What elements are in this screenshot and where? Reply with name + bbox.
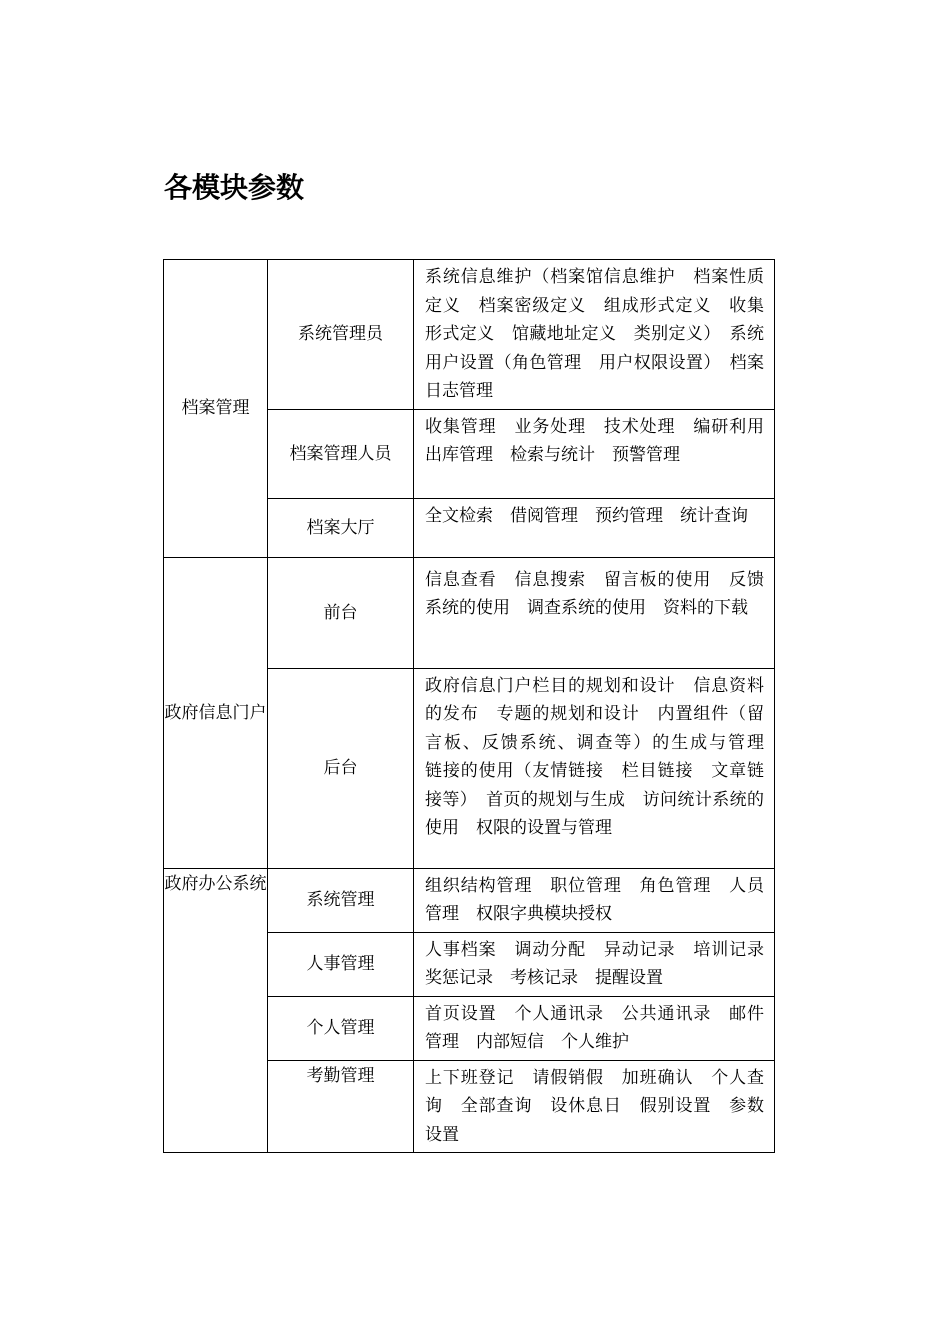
- role-cell: 档案管理人员: [268, 409, 414, 498]
- description-cell: 系统信息维护（档案馆信息维护 档案性质定义 档案密级定义 组成形式定义 收集形式定义 馆藏地址定义 类别定义） 系统用户设置（角色管理 用户权限设置） 档案日志管理: [414, 260, 775, 410]
- role-cell: 系统管理员: [268, 260, 414, 410]
- description-cell: 收集管理 业务处理 技术处理 编研利用 出库管理 检索与统计 预警管理: [414, 409, 775, 498]
- role-cell: 档案大厅: [268, 498, 414, 557]
- module-parameter-table: [163, 259, 781, 1153]
- table-row: [164, 868, 775, 932]
- role-cell: 后台: [268, 668, 414, 868]
- description-cell: 组织结构管理 职位管理 角色管理 人员管理 权限字典模块授权: [414, 868, 775, 932]
- role-cell: 考勤管理: [268, 1060, 414, 1153]
- category-cell: 政府办公系统: [164, 868, 268, 1153]
- description-cell: 上下班登记 请假销假 加班确认 个人查询 全部查询 设休息日 假别设置 参数设置: [414, 1060, 775, 1153]
- table-row: [164, 557, 775, 668]
- category-cell: 政府信息门户: [164, 557, 268, 868]
- description-cell: 首页设置 个人通讯录 公共通讯录 邮件管理 内部短信 个人维护: [414, 996, 775, 1060]
- description-cell: 信息查看 信息搜索 留言板的使用 反馈系统的使用 调查系统的使用 资料的下载: [414, 557, 775, 668]
- role-cell: 前台: [268, 557, 414, 668]
- table-row: [164, 260, 775, 410]
- role-cell: 个人管理: [268, 996, 414, 1060]
- role-cell: 系统管理: [268, 868, 414, 932]
- role-cell: 人事管理: [268, 932, 414, 996]
- description-cell: 人事档案 调动分配 异动记录 培训记录 奖惩记录 考核记录 提醒设置: [414, 932, 775, 996]
- description-cell: 政府信息门户栏目的规划和设计 信息资料的发布 专题的规划和设计 内置组件（留言板、反馈系统、调查等）的生成与管理 链接的使用（友情链接 栏目链接 文章链接等） 首页的规划与生成 访问统计系统的使用 权限的设置与管理: [414, 668, 775, 868]
- category-cell: 档案管理: [164, 260, 268, 558]
- description-cell: 全文检索 借阅管理 预约管理 统计查询: [414, 498, 775, 557]
- page-title: 各模块参数: [164, 171, 305, 204]
